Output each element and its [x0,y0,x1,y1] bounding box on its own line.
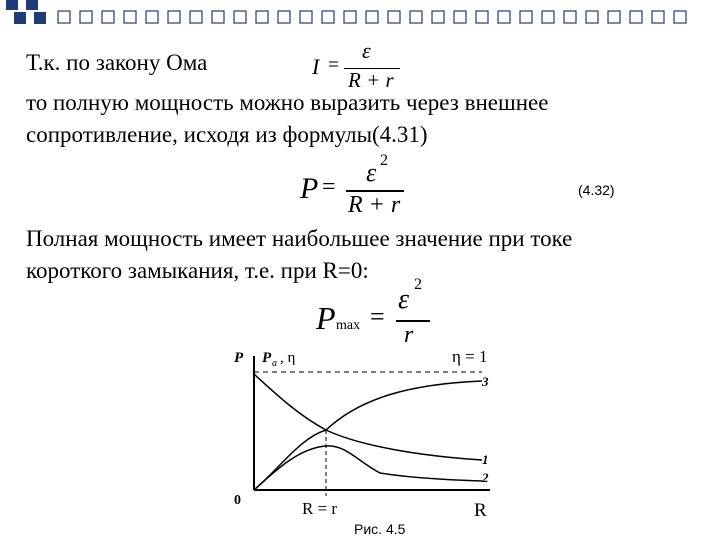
formula-power-lhs: P [300,172,319,205]
text-line-short-circuit: короткого замыкания, т.е. при R=0: [26,258,369,283]
formula-pmax-lhs: P [316,300,336,336]
formula-pmax-exponent: 2 [414,276,422,293]
origin-label: 0 [234,493,241,508]
y-label-pa: P [262,350,272,366]
formula-power-exponent: 2 [380,152,388,169]
formula-pmax-denominator: r [404,322,414,348]
y-label-eta: , η [280,350,296,366]
formula-pmax-subscript: max [336,318,361,333]
text-line-max-power: Полная мощность имеет наибольшее значение при токе [26,226,573,251]
formula-pmax-eq: = [370,302,385,331]
eta-one-label: η = 1 [452,347,488,366]
formula-power-number: (4.32) [578,182,615,198]
formula-ohm-lhs: I [312,54,320,79]
formula-ohm-denominator: R + r [348,68,394,92]
curve-label-2: 2 [482,470,489,485]
formula-ohm-eq: = [328,54,340,76]
y-label-p: P [234,350,244,366]
formula-power-numerator: ε [366,158,377,187]
text-line-resistance: сопротивление, исходя из формулы(4.31) [26,122,428,147]
formula-power-eq: = [322,174,336,200]
curve-1-full-power [254,374,482,460]
curve-label-3: 3 [482,374,489,389]
header-decoration [0,0,720,40]
y-label-pa-subscript: a [272,358,277,369]
r-equals-r-label: R = r [302,499,338,518]
curve-3-efficiency [254,381,482,490]
text-line-power-intro: то полную мощность можно выразить через внешнее [26,90,549,115]
formula-ohm-law [300,40,420,92]
curve-2-useful-power [254,446,482,490]
formula-ohm-numerator: ε [362,38,371,63]
x-axis-label: R [474,500,487,521]
formula-power-denominator: R + r [348,192,401,218]
figure-power-efficiency [220,338,510,538]
formula-pmax-numerator: ε [398,284,410,315]
figure-caption: Рис. 4.5 [354,521,406,537]
curve-label-1: 1 [482,452,489,467]
formula-power [300,152,430,220]
text-line-ohm-law: Т.к. по закону Ома [26,50,208,75]
